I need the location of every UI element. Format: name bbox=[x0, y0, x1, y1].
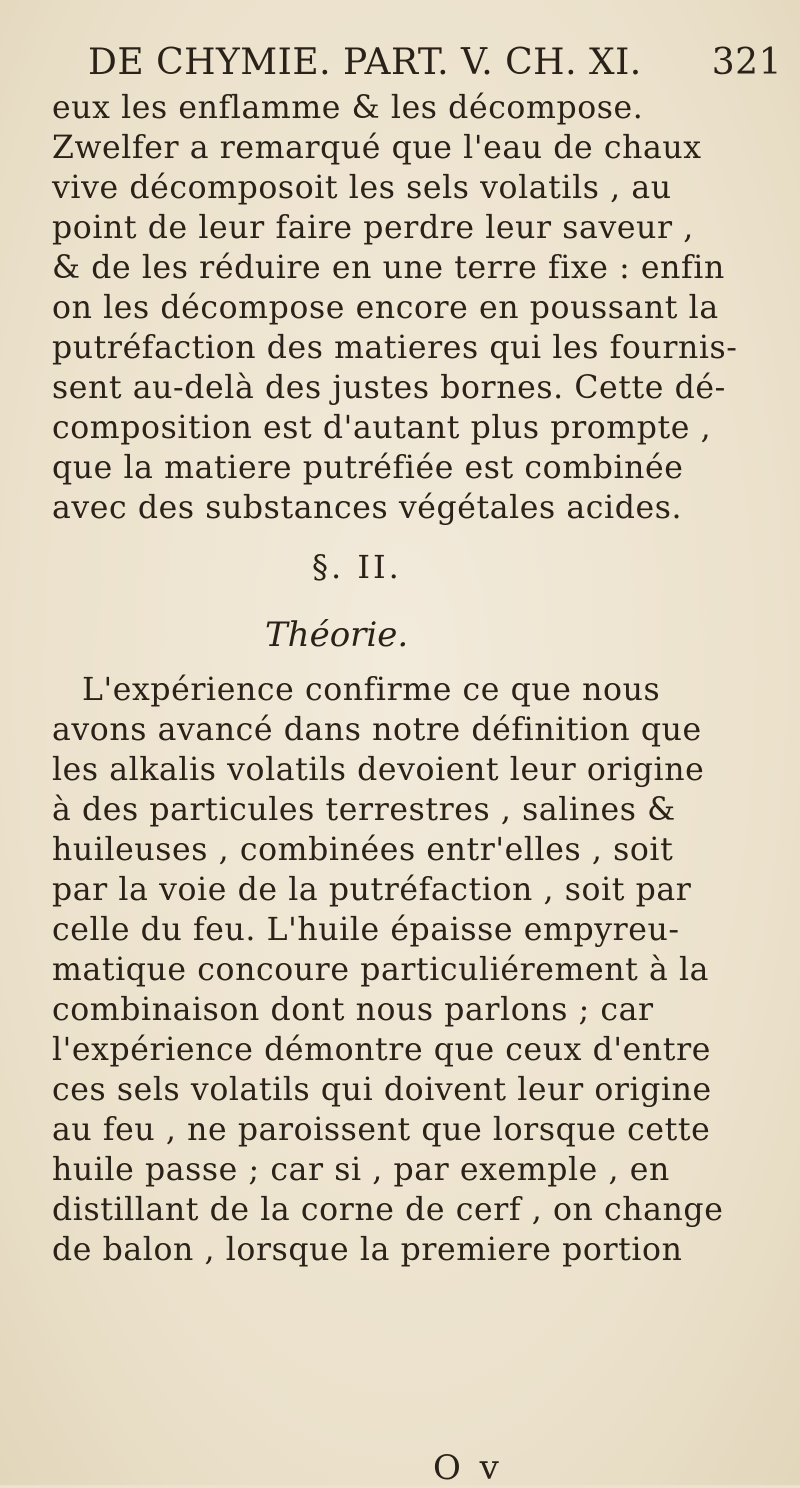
section-number: §. II. bbox=[312, 548, 402, 586]
text-line: au feu , ne paroissent que lorsque cette bbox=[52, 1112, 711, 1148]
running-title: DE CHYMIE. PART. V. CH. XI. bbox=[88, 42, 642, 83]
text-line: avons avancé dans notre définition que bbox=[52, 712, 702, 748]
section-title: Théorie. bbox=[265, 615, 409, 655]
text-line: ces sels volatils qui doivent leur origine bbox=[52, 1072, 712, 1108]
text-line: à des particules terrestres , salines & bbox=[52, 792, 676, 828]
catchword: O v bbox=[433, 1448, 503, 1488]
text-line: distillant de la corne de cerf , on change bbox=[52, 1192, 724, 1228]
text-line: on les décompose encore en poussant la bbox=[52, 290, 719, 326]
text-line: composition est d'autant plus prompte , bbox=[52, 410, 712, 446]
text-line: point de leur faire perdre leur saveur , bbox=[52, 210, 694, 246]
text-line: huile passe ; car si , par exemple , en bbox=[52, 1152, 670, 1188]
text-line: Zwelfer a remarqué que l'eau de chaux bbox=[52, 130, 702, 166]
text-line: par la voie de la putréfaction , soit par bbox=[52, 872, 692, 908]
text-line: vive décomposoit les sels volatils , au bbox=[52, 170, 672, 206]
running-header bbox=[88, 42, 788, 94]
text-line: les alkalis volatils devoient leur origine bbox=[52, 752, 705, 788]
text-line: & de les réduire en une terre fixe : enfin bbox=[52, 250, 725, 286]
text-line: avec des substances végétales acides. bbox=[52, 490, 683, 526]
text-line: matique concoure particuliérement à la bbox=[52, 952, 710, 988]
text-line: que la matiere putréfiée est combinée bbox=[52, 450, 684, 486]
text-line: eux les enflamme & les décompose. bbox=[52, 90, 644, 126]
text-line: combinaison dont nous parlons ; car bbox=[52, 992, 654, 1028]
text-line: putréfaction des matieres qui les fournis- bbox=[52, 330, 738, 366]
page-number: 321 bbox=[711, 42, 782, 83]
text-line: celle du feu. L'huile épaisse empyreu- bbox=[52, 912, 680, 948]
text-line: sent au-delà des justes bornes. Cette dé- bbox=[52, 370, 726, 406]
paragraph-start-line: L'expérience confirme ce que nous bbox=[82, 672, 661, 708]
text-line: l'expérience démontre que ceux d'entre bbox=[52, 1032, 711, 1068]
text-line: huileuses , combinées entr'elles , soit bbox=[52, 832, 674, 868]
text-line: de balon , lorsque la premiere portion bbox=[52, 1232, 683, 1268]
